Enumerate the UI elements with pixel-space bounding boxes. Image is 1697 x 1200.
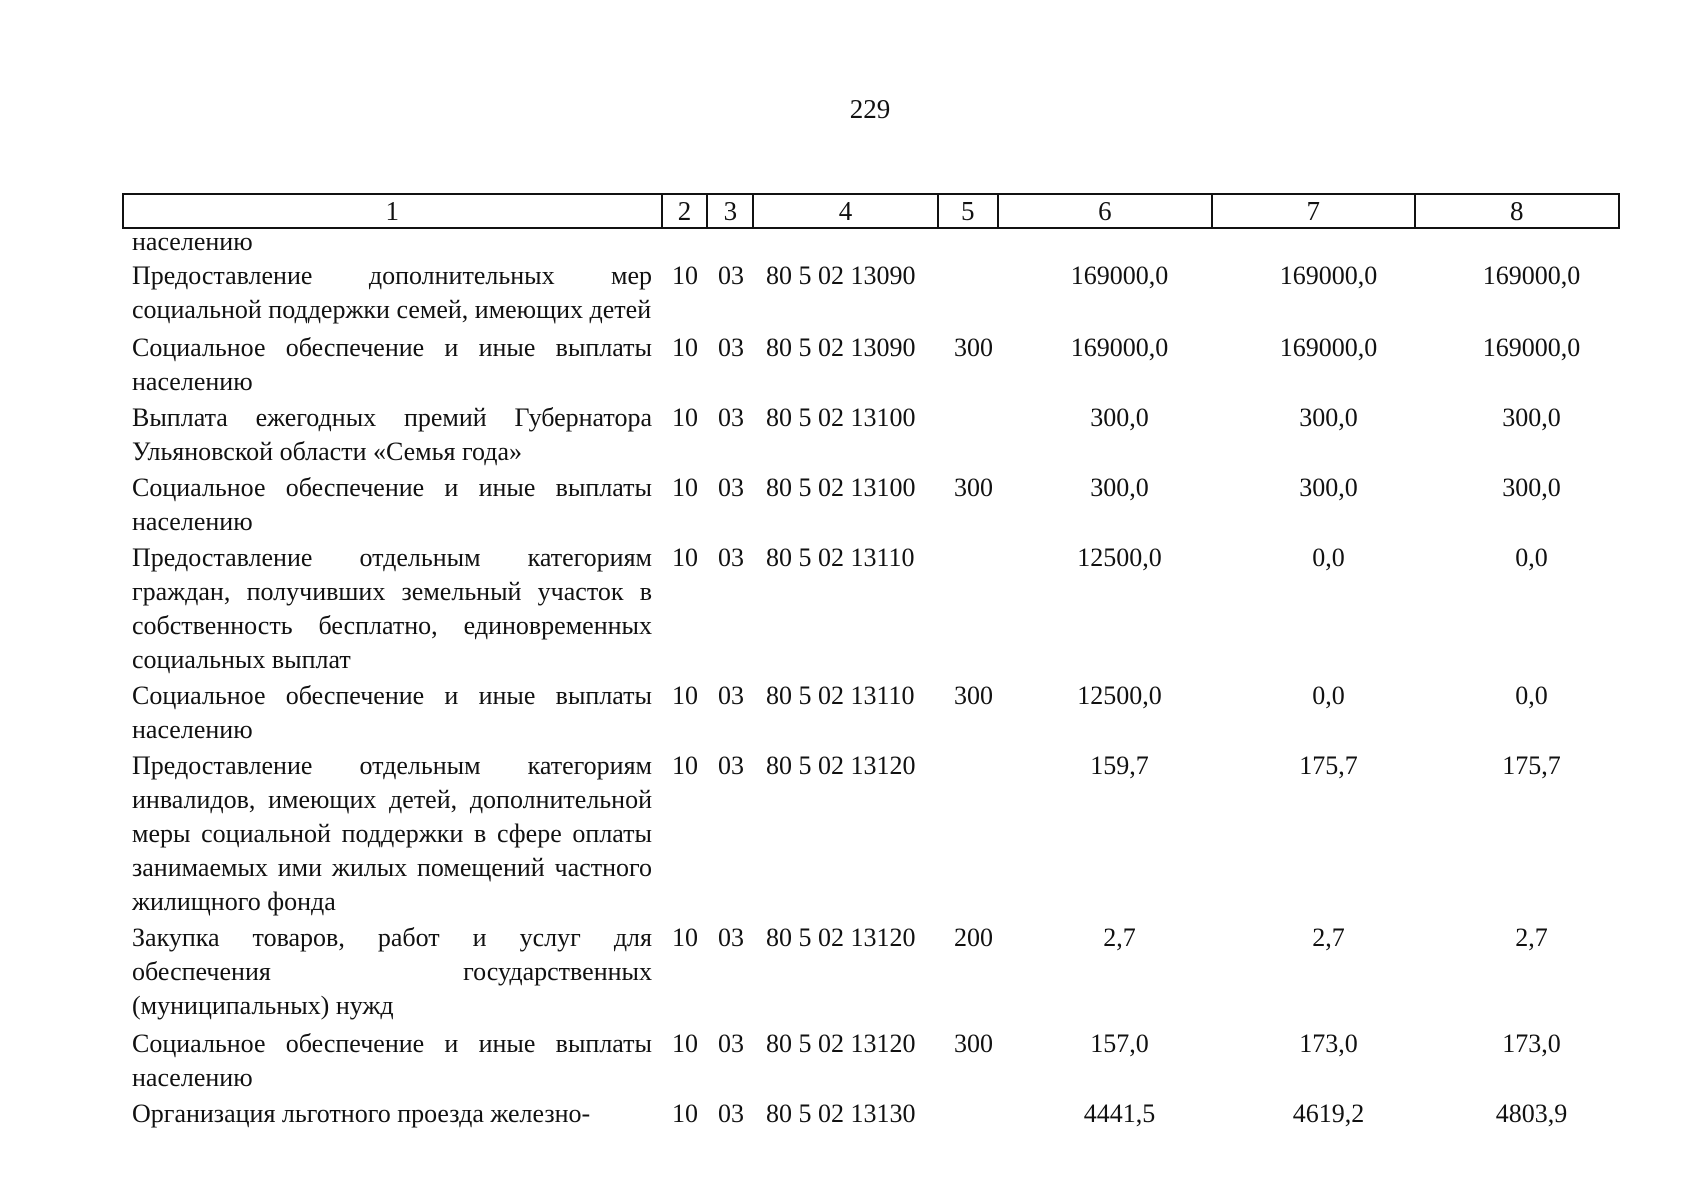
row-cell-c3: 03 [718,1099,744,1128]
row-cell-c8: 300,0 [1502,403,1561,432]
row-cell-c5: 300 [954,333,993,362]
row-cell-c3: 03 [718,923,744,952]
row-cell-c8: 169000,0 [1482,261,1581,290]
row-name: Закупка товаров, работ и услуг для обеспечения государственных (муниципальных) нужд [132,923,652,1020]
row-cell-c3: 03 [718,403,744,432]
row-cell-c4: 80 5 02 13130 [766,1099,916,1128]
row-cell-c8: 175,7 [1502,751,1561,780]
row-cell-c2: 10 [672,261,698,290]
row-cell-c7: 0,0 [1312,681,1345,710]
row-cell-c3: 03 [718,261,744,290]
row-cell-c7: 0,0 [1312,543,1345,572]
row-cell-c2: 10 [672,333,698,362]
row-name: Выплата ежегодных премий Губернатора Ульяновской области «Семья года» [132,403,652,466]
row-cell-c8: 300,0 [1502,473,1561,502]
row-name: Социальное обеспечение и иные выплаты населению [132,681,652,744]
table-header [122,193,1620,229]
row-cell-c4: 80 5 02 13110 [766,681,915,710]
row-name: Социальное обеспечение и иные выплаты населению [132,1029,652,1092]
row-cell-c5: 300 [954,473,993,502]
table-row [132,679,1632,747]
row-cell-c6: 157,0 [1090,1029,1149,1058]
row-cell-c2: 10 [672,1029,698,1058]
row-cell-c8: 173,0 [1502,1029,1561,1058]
header-col-5: 5 [939,195,999,227]
row-cell-c8: 0,0 [1515,681,1548,710]
row-cell-c3: 03 [718,473,744,502]
row-cell-c2: 10 [672,681,698,710]
row-cell-c7: 173,0 [1299,1029,1358,1058]
row-cell-c6: 300,0 [1090,473,1149,502]
row-cell-c7: 175,7 [1299,751,1358,780]
row-cell-c7: 300,0 [1299,473,1358,502]
table-body [132,225,1632,1131]
row-name: Социальное обеспечение и иные выплаты населению [132,473,652,536]
header-col-4: 4 [754,195,939,227]
row-cell-c8: 2,7 [1515,923,1548,952]
row-cell-c2: 10 [672,543,698,572]
row-cell-c4: 80 5 02 13110 [766,543,915,572]
row-cell-c4: 80 5 02 13090 [766,333,916,362]
row-cell-c4: 80 5 02 13090 [766,261,916,290]
row-cell-c2: 10 [672,1099,698,1128]
row-cell-c8: 4803,9 [1495,1099,1568,1128]
row-name: Предоставление дополнительных мер социальной поддержки семей, имеющих детей [132,261,652,324]
header-col-6: 6 [999,195,1213,227]
row-cell-c3: 03 [718,543,744,572]
row-cell-c7: 4619,2 [1292,1099,1365,1128]
row-cell-c8: 169000,0 [1482,333,1581,362]
table-row [132,1027,1632,1095]
row-cell-c2: 10 [672,473,698,502]
row-cell-c4: 80 5 02 13120 [766,751,916,780]
row-cell-c3: 03 [718,333,744,362]
header-col-1: 1 [124,195,663,227]
row-cell-c6: 300,0 [1090,403,1149,432]
row-cell-c3: 03 [718,751,744,780]
row-cell-c2: 10 [672,751,698,780]
row-cell-c4: 80 5 02 13120 [766,1029,916,1058]
row-cell-c7: 2,7 [1312,923,1345,952]
row-name: Социальное обеспечение и иные выплаты населению [132,333,652,396]
row-cell-c5: 200 [954,923,993,952]
table-row [132,259,1632,327]
row-cell-c6: 4441,5 [1083,1099,1156,1128]
row-name: Организация льготного проезда железно- [132,1099,591,1128]
row-cell-c5: 300 [954,681,993,710]
table-row [132,921,1632,1023]
row-cell-c3: 03 [718,681,744,710]
table-row [132,401,1632,469]
row-cell-c8: 0,0 [1515,543,1548,572]
header-col-2: 2 [663,195,709,227]
row-name: Предоставление отдельным категориям граждан, получивших земельный участок в собственность бесплатно, единовременных социальных выплат [132,543,652,674]
row-cell-c6: 12500,0 [1077,681,1162,710]
table-row [132,541,1632,677]
table-row [132,471,1632,539]
row-cell-c4: 80 5 02 13120 [766,923,916,952]
row-cell-c2: 10 [672,923,698,952]
row-cell-c5: 300 [954,1029,993,1058]
table-row [132,331,1632,399]
row-cell-c4: 80 5 02 13100 [766,473,916,502]
row-cell-c4: 80 5 02 13100 [766,403,916,432]
table-row-carryover [132,225,1632,259]
header-col-8: 8 [1509,195,1524,226]
header-col-7: 7 [1213,195,1415,227]
header-col-3: 3 [708,195,754,227]
row-cell-c7: 169000,0 [1279,261,1378,290]
table-rows [132,259,1632,1131]
row-name: Предоставление отдельным категориям инвалидов, имеющих детей, дополнительной меры социальной поддержки в сфере оплаты занимаемых ими жилых помещений частного жилищного фонда [132,751,652,916]
row-cell-c6: 2,7 [1103,923,1136,952]
row-cell-c7: 300,0 [1299,403,1358,432]
table-row [132,1097,1632,1131]
table-row [132,749,1632,919]
row-cell-c6: 169000,0 [1070,261,1169,290]
row-cell-c2: 10 [672,403,698,432]
row-cell-c3: 03 [718,1029,744,1058]
page-number: 229 [849,94,891,124]
row-cell-c6: 12500,0 [1077,543,1162,572]
row-cell-c6: 159,7 [1090,751,1149,780]
row-cell-c6: 169000,0 [1070,333,1169,362]
row-cell-c7: 169000,0 [1279,333,1378,362]
row-name: населению [132,227,253,256]
